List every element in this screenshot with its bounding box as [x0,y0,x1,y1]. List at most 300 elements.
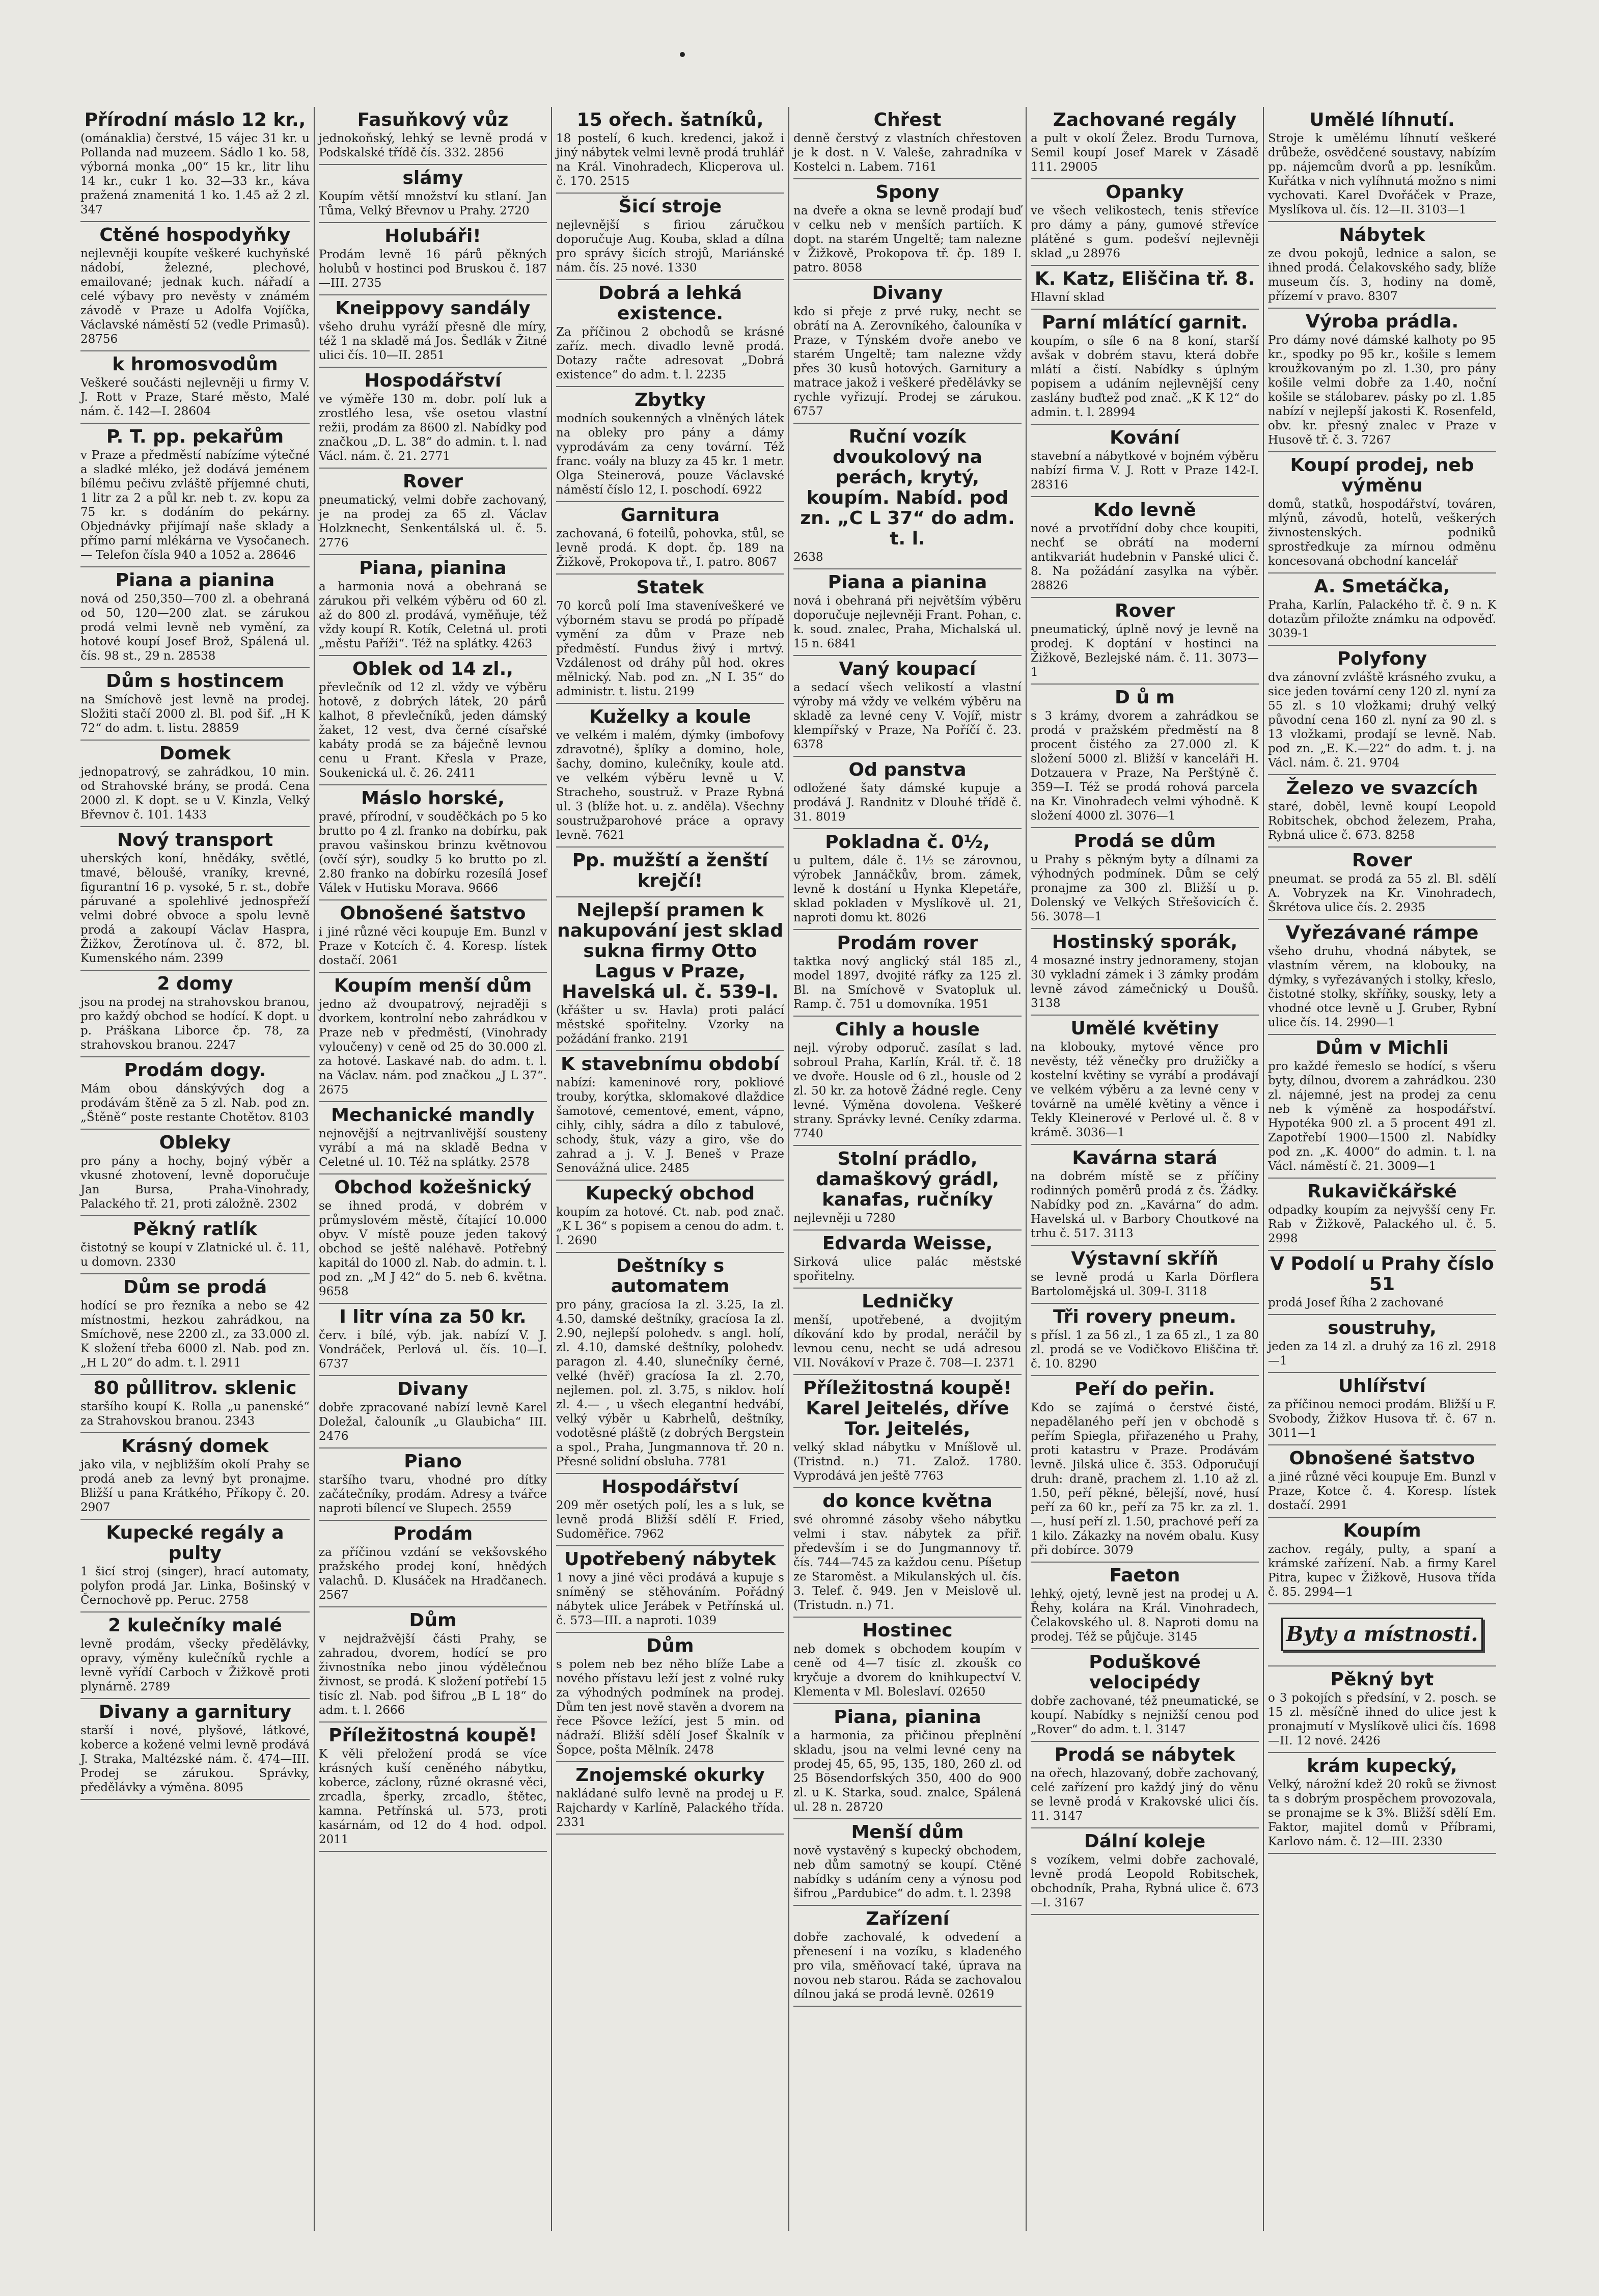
ad-body: v Praze a předměstí nabízíme výtečné a sladké mléko, jež dodává jeménem bílému pečivu zvláště příjemné chuti, 1 litr za 2 a půl kr. neb t. zv. kopu za 75 kr. s dodáním do pekárny. Objednávky přijímají naše sklady a přímo parní mlékárna ve Vysočanech. — Telefon čísla 940 a 1052 a. 28646 [80,449,310,562]
classified-ad [556,1633,784,1762]
classified-ad [1031,497,1259,598]
ad-body: modních soukenných a vlněných látek na obleky pro pány a dámy vyprodávám za ceny tovární. Též franc. voály na bluzy za 45 kr. 1 metr. Olga Steinerová, pouze Václavské náměstí číslo 12, I. poschodí. 6922 [556,412,784,497]
ad-title: Pokladna č. 0½, [825,832,990,853]
classified-ad [1268,309,1496,452]
ad-body: u pultem, dále č. 1½ se zárovnou, výrobek Jannáčkův, brom. zámek, levně k dostání u Hynka Klepetáře, sklad pokladen v Myslíkově ul. 21, naproti domu kt. 8026 [793,854,1022,924]
ad-title: Hostinský sporák, [1052,932,1238,952]
classified-ad [556,107,784,194]
classified-ad [793,1146,1022,1231]
classified-ad [556,1253,784,1474]
column-2 [314,107,551,2231]
ad-title: Tři rovery pneum. [1053,1306,1236,1327]
ad-body: dva zánovní zvláště krásného zvuku, a sice jeden tovární ceny 120 zl. nyní za 55 zl. s 10 vložkami; druhý velký původní cena 160 zl. nyní za 90 zl. s 13 vložkami, prodají se levně. Nab. pod zn. „E. K.—22“ do adm. t. j. na Václ. nám. č. 21. 9704 [1268,671,1496,770]
ad-body: Mám obou dánskývých dog a prodávám štěně za 5 zl. Nab. pod zn. „Štěně“ poste restante Chotětov. 8103 [80,1082,310,1124]
ad-title: Prodá se dům [1073,831,1216,852]
ad-body: s vozíkem, velmi dobře zachovalé, levně prodá Leopold Robitschek, obchodník, Praha, Rybná ulice č. 673—I. 3167 [1031,1853,1259,1909]
ad-body: neb domek s obchodem koupím v ceně od 4—7 tisíc zl. zkoušk co kryčuje a dvorem do knihkupectví V. Klementa v Ml. Boleslaví. 02650 [793,1643,1022,1699]
ad-title: Krásný domek [121,1436,269,1457]
classified-ad [1031,1828,1259,1915]
classified-ad [80,222,310,351]
ad-title: k hromosvodům [112,354,278,375]
ad-body: Za příčinou 2 obchodů se krásné zaříz. mech. divadlo levně prodá. Dotazy račte adresovat „Dobrá existence“ do adm. t. l. 2235 [556,325,784,381]
ad-body: ze dvou pokojů, lednice a salon, se ihned prodá. Čelakovského sady, blíže museum čís. 3, hodiny na domě, přízemí v pravo. 8307 [1268,247,1496,303]
ad-body: dobře zpracované nabízí levně Karel Doležal, čalouník „u Glaubicha“ III. 2476 [319,1401,547,1443]
ad-title: krám kupecký, [1307,1756,1457,1776]
ad-body: jedno až dvoupatrový, nejraději s dvorkem, kontrolní nebo zahrádkou v Praze neb v předměstí, (Vinohrady vyloučeny) v ceně od 25 do 30.000 zl. za hotové. Laskavé nab. do adm. t. l. na Václav. nám. pod značkou „J L 37“. 2675 [319,998,547,1097]
ad-title: Statek [636,577,704,598]
ad-title: Nový transport [117,830,273,851]
classified-ad [1031,266,1259,310]
classified-ad [1031,685,1259,828]
ad-title: Spony [875,182,940,203]
ad-title: Od panstva [848,759,967,780]
classified-ad [1268,573,1496,646]
ad-title: do konce května [822,1491,993,1512]
ad-title: Faeton [1109,1565,1180,1586]
classified-ad [319,295,547,368]
ad-body: 4 mosazné instry jednorameny, stojan 30 vykladní zámek i 3 zámky prodám levně závod zámečnický u Doušů. 3138 [1031,954,1259,1010]
classified-ad [80,351,310,424]
ad-title: Opanky [1106,182,1184,203]
classified-ad [80,1274,310,1375]
ad-title: Divany [872,283,943,304]
classified-ad [1031,1742,1259,1828]
ad-body: pro pány, gracíosa Ia zl. 3.25, Ia zl. 4.50, damské deštníky, gracíosa Ia zl. 2.90, nejlepší polohedv. s angl. holí, zl. 4.10, damské deštníky, polohedv. paragon zl. 4.40, slunečníky černé, velké (hvěř) gracíosa Ia zl. 2.70, nejlemen. pol. zl. 3.75, s niklov. holí zl. 4.— , u všech elegantní hedvábí, velký výběr u Kabrhelů, deštníky, vodotěsné pláště (z dobrých Bergstein a spol., Praha, Jungmannova tř. 20 n. Přesné solidní obsluha. 7781 [556,1298,784,1468]
classified-ad [1031,1145,1259,1246]
ad-body: K věli přeložení prodá se více krásných kuší ceněného nábytku, koberce, záclony, různé okrasné věci, zrcadla, šperky, zrcadlo, štětec, kamna. Petřínská ul. 573, proti kasárnám, od 12 do 4 hod. odpol. 2011 [319,1747,547,1846]
ad-title: A. Smetáčka, [1314,576,1450,597]
ad-title: Kupecké regály a pulty [106,1522,284,1564]
classified-ad [319,165,547,223]
classified-ad [556,502,784,575]
ad-body: s 3 krámy, dvorem a zahrádkou se prodá v pražském předměstí na 8 procent čistého za 27.000 zl. K složení 5000 zl. Bližší v kanceláři H. Dotzauera v Praze, Na Perštýně č. 359—I. Též se prodá rohová parcela na Kr. Vinohradech velmi výhodně. K složení 4000 zl. 3076—1 [1031,709,1259,823]
ad-title: soustruhy, [1328,1318,1437,1338]
classified-ad [793,930,1022,1017]
ad-title: Pěkný ratlík [132,1219,258,1240]
ad-title: Dobrá a lehká existence. [598,283,742,324]
ad-body: (ománaklia) čerstvé, 15 vájec 31 kr. u Pollanda nad muzeem. Sádlo 1 ko. 58, výborná monka „00“ 15 kr., litr lihu 14 kr., cukr 1 ko. 32—33 kr., káva pražená znamenitá 1 ko. 1.45 až 2 zl. 347 [80,132,310,216]
classified-ad [556,1762,784,1835]
ad-body: prodá Josef Říha 2 zachované [1268,1296,1444,1309]
ad-title: Ctěné hospodyňky [99,225,291,245]
classified-ad [1268,107,1496,222]
ad-body: a sedací všech velikostí a vlastní výroby má vždy ve velkém výběru na skladě za levné ceny V. Vojíř, mistr klempířský v Praze, Na Poříčí č. 23. 6378 [793,681,1022,751]
classified-ad [319,1376,547,1448]
ad-title: Umělé květiny [1070,1018,1219,1039]
ad-title: D ů m [1114,687,1175,708]
classified-ad [1268,848,1496,920]
classified-ad [1268,775,1496,848]
ad-body: 1 novy a jiné věci prodává a kupuje s sníměný se stěhováním. Pořádný nábytek ulice Jerábek v Petřínská ul. č. 573—III. a naproti. 1039 [556,1571,784,1627]
ad-title: Vyřezávané rámpe [1285,922,1479,943]
classified-ad [793,829,1022,930]
classified-ad [793,1017,1022,1146]
ad-body: jednopatrový, se zahrádkou, 10 min. od Strahovské brány, se prodá. Cena 2000 zl. K dopt. se u V. Kinzla, Velký Břevnov č. 101. 1433 [80,766,310,822]
ad-body: své ohromné zásoby všeho nábytku velmi i stav. nábytek za přiř. především i se do Jungmannovy tř. čís. 744—745 za každou cenu. Píšetup ze Staroměst. a Mikulanských ul. čís. 3. Telef. č. 949. Jen v Meislově ul. (Tristudn. n.) 71. [793,1513,1022,1612]
ad-title: Znojemské okurky [575,1765,765,1786]
ad-title: V Podolí u Prahy číslo 51 [1270,1253,1494,1295]
ad-title: Dům v Michli [1315,1037,1449,1058]
classified-ad [80,1699,310,1800]
ad-title: Uhlířství [1338,1376,1426,1397]
classified-ad [80,827,310,971]
ad-title: Pěkný byt [1330,1669,1434,1690]
ad-title: Kuželky a koule [589,706,751,727]
ad-body: denně čerstvý z vlastních chřestoven je k dost. n V. Valeše, zahradníka v Kostelci n. Labem. 7161 [793,132,1022,174]
classified-ad [1268,1035,1496,1179]
ad-body: Koupím větší množství ku stlaní. Jan Tůma, Velký Břevnov u Prahy. 2720 [319,190,547,217]
ad-title: Obnošené šatstvo [340,903,526,924]
classified-ad [319,1521,547,1607]
ad-body: Velký, nárožní kdež 20 roků se živnost ta s dobrým prospěchem provozovala, se pronajme se k 3%. Bližší sdělí Em. Faktor, majitel domů v Příbrami, Karlovo nám. č. 12—III. 2330 [1268,1778,1496,1848]
classified-ad [80,1612,310,1699]
classified-ad [1268,1251,1496,1315]
ad-body: nejlevnější s firiou záručkou doporučuje Aug. Kouba, sklad a dílna pro správy šicích strojů, Mariánské nám. čís. 25 nové. 1330 [556,218,784,275]
ad-title: Prodám rover [837,933,978,953]
ad-body: Prodám levně 16 párů pěkných holubů v hostinci pod Bruskou č. 187—III. 2735 [319,248,547,290]
ad-body: jednokoňský, lehký se levně prodá v Podskalské třídě čís. 332. 2856 [319,132,547,159]
ad-title: Divany [397,1379,468,1400]
ad-title: Výstavní skříň [1071,1248,1219,1269]
ad-title: K stavebnímu období [561,1054,780,1075]
ad-body: se levně prodá u Karla Dörflera Bartolomějská ul. 309-I. 3118 [1031,1271,1259,1298]
classified-ad [1031,107,1259,179]
ad-title: Chřest [873,110,942,130]
classified-ad [793,1704,1022,1819]
ad-body: s polem neb bez něho blíže Labe a nového přístavu leží jest z volné ruky za výhodných podmínek na prodej. Dům ten jest nově stavěn a dvorem na řece Pšovce ležící, jest 5 min. od nádraží. Bližší sdělí Josef Škalník v Šopce, pošta Mělník. 2478 [556,1658,784,1757]
classified-ad [80,1375,310,1433]
classified-ad [1268,452,1496,573]
classified-ad [80,1520,310,1612]
classified-ad [80,107,310,222]
ad-title: Příležitostná koupě! Karel Jeitelés, dříve Tor. Jeitelés, [803,1378,1012,1439]
classified-ad [319,1448,547,1521]
ad-title: Zachované regály [1053,110,1237,130]
ad-body: ve výměře 130 m. dobr. polí luk a zrostlého lesa, vše osetou vlastní režii, prodám za 8600 zl. Nabídky pod značkou „D. L. 38“ do admin. t. l. nad Václ. nám. č. 21. 2771 [319,393,547,463]
ad-body: nová i obehraná při největším výběru doporučuje nejlevněji Frant. Pohan, c. k. soud. znalec, Praha, Michalská ul. 15 n. 6841 [793,594,1022,650]
classified-ad [556,848,784,897]
ad-body: nejnovější a nejtrvanlivější sousteny vyrábí a má na skladě Bedna v Celetné ul. 10. Též na splátky. 2578 [319,1127,547,1169]
classified-ad [1268,646,1496,775]
ad-body: staré, doběl, levně koupí Leopold Robitschek, obchod železem, Praha, Rybná ulice č. 673. 8258 [1268,800,1496,842]
ad-title: Vaný koupací [839,659,976,679]
ad-title: Deštníky s automatem [611,1255,730,1297]
ad-body: jsou na prodej na strahovskou branou, pro každý obchod se hodící. K dopt. u p. Práškana Liborce čp. 78, za strahovskou branou. 2247 [80,996,310,1052]
column-6 [1263,107,1500,2231]
classified-ad [319,1304,547,1376]
ad-body: 1 šicí stroj (singer), hrací automaty, polyfon prodá Jar. Linka, Bošinský v Černochově pp. Peruc. 2758 [80,1565,310,1607]
ad-title: Hospodářství [601,1477,739,1497]
ad-title: Dům [646,1635,694,1656]
ad-title: Piana a pianina [115,570,275,591]
ad-body: jako vila, v nejbližším okolí Prahy se prodá aneb za levný byt pronajme. Bližší u pana Krátkého, Příkopy č. 20. 2907 [80,1458,310,1514]
ad-title: Edvarda Weisse, [822,1233,993,1254]
ad-body: hodící se pro řezníka a nebo se 42 místnostmi, hezkou zahrádkou, na Smíchově, nese 2200 zl., za 33.000 zl. K složení třeba 6000 zl. Nab. pod zn. „H L 20“ do adm. t. l. 2911 [80,1299,310,1370]
ad-title: Koupím [1343,1520,1421,1541]
classified-ad [793,179,1022,280]
classified-ad [1268,1445,1496,1518]
classified-ad [1031,1304,1259,1376]
ad-body: a harmonia, za přičinou přeplnění skladu, jsou na velmi levné ceny na prodej 45, 65, 95, 135, 180, 260 zl. od 25 Bösendorfských 350, 400 do 900 zl. u K. Starka, soud. znalce, Spálená ul. 28 n. 28720 [793,1729,1022,1814]
classified-ad [556,575,784,704]
ad-title: Rover [402,471,463,492]
classified-ad [793,656,1022,757]
classified-ad [1268,222,1496,309]
ad-title: Přírodní máslo 12 kr., [84,110,306,130]
ad-body: pravé, přírodní, v souděčkách po 5 ko brutto po 4 zl. franko na dobírku, pak pravou vašinskou brinzu květnovou (ovčí sýr), soudky 5 ko brutto po zl. 2.80 franko na dobírku rozesílá Josef Válek v Hutisku Morava. 9666 [319,810,547,895]
ad-title: 15 ořech. šatníků, [576,110,764,130]
column-5 [1026,107,1263,2231]
classified-ad [556,194,784,280]
ad-title: Prodám dogy. [124,1060,266,1081]
ad-title: Ledničky [862,1291,953,1312]
ad-body: a pult v okolí Želez. Brodu Turnova, Semil koupí Josef Marek v Zásadě 111. 29005 [1031,132,1259,174]
classified-ad [80,567,310,668]
classified-ad [1268,1604,1496,1666]
ad-body: pro pány a hochy, bojný výběr a vkusné zhotovení, levně doporučuje Jan Bursa, Praha-Vinohrady, Palackého tř. 21, proti záložně. 2302 [80,1155,310,1211]
ad-body: nejlevněji u 7280 [793,1212,896,1225]
ad-body: nová od 250,350—700 zl. a obehraná od 50, 120—200 zlat. se zárukou prodá velmi levně neb vymění, za hotové koupí Josef Brož, Spálená ul. čís. 98 st., 29 n. 28538 [80,592,310,663]
classified-ad [80,1130,310,1216]
column-3 [551,107,788,2231]
classified-ad [319,785,547,900]
ad-body: 209 měr osetých polí, les a s luk, se levně prodá Bližší sdělí F. Fried, Sudoměřice. 7962 [556,1499,784,1541]
ad-title: Dům se prodá [123,1277,267,1298]
ad-title: Výroba prádla. [1305,311,1459,332]
classified-ad [1031,1376,1259,1563]
ad-title: Mechanické mandly [331,1105,535,1126]
ad-body: nové a prvotřídní doby chce koupiti, nechť se obrátí na moderní antikvariát hudebnin v Panské ulici č. 8. Na požádání zasylka na výběr. 28826 [1031,522,1259,592]
ad-title: Fasuňkový vůz [357,110,509,130]
classified-ad [1268,1179,1496,1251]
ad-title: Upotřebený nábytek [564,1549,776,1570]
ad-title: K. Katz, Eliščina tř. 8. [1034,268,1255,289]
classified-ad [556,897,784,1051]
ad-body: za příčinou vzdání se vekšovského pražského prodej koní, hnědých valachů. D. Klusáček na Hradčanech. 2567 [319,1546,547,1602]
classified-ad [80,668,310,741]
ad-body: na Smíchově jest levně na prodej. Složiti stačí 2000 zl. Bl. pod šif. „H K 72“ do adm. t. listu. 28859 [80,693,310,735]
ad-title: Hospodářství [364,370,502,391]
ad-body: (křášter u sv. Havla) proti palácí městské spořitelny. Vzorky na požádání franko. 2191 [556,1004,784,1046]
classified-ad [1031,828,1259,929]
ad-body: červ. i bílé, výb. jak. nabízí V. J. Vondráček, Perlová ul. čís. 10—I. 6737 [319,1329,547,1371]
classified-ad [556,1051,784,1181]
ad-title: Rover [1114,600,1175,621]
classified-ad [793,757,1022,829]
ad-body: se ihned prodá, v dobrém v průmyslovém městě, čítající 10.000 obyv. V místě pouze jeden takový obchod se ještě naléhavě. Potřebný kapitál do 1000 zl. Nab. do admin. t. l. pod zn. „M J 42“ do 5. neb 6. května. 9658 [319,1199,547,1298]
classified-ad [1031,1246,1259,1304]
print-dot [680,52,685,57]
ad-body: Stroje k umělému líhnutí veškeré drůbeže, osvědčené soustavy, nabízím pp. nájemcům dvorů a pp. lesníkům. Kuřátka v nich vylíhnutá možno s nimi vychovati. Karel Dvořáček v Praze, Myslíkova ul. čís. 12—II. 3103—1 [1268,132,1496,216]
classified-ad [319,469,547,555]
classified-ad [80,971,310,1057]
ad-body: na ořech, hlazovaný, dobře zachovaný, celé zařízení pro každý jiný do věnu se levně prodá v Krakovské ulici čís. 11. 3147 [1031,1767,1259,1823]
ad-body: pneumatický, úplně nový je levně na prodej. K doptání v hostinci na Žižkově, Bezlejské nám. č. 11. 3073—1 [1031,623,1259,679]
ad-title: P. T. pp. pekařům [106,426,284,447]
ad-title: Domek [159,743,231,764]
ad-title: Parní mlátící garnit. [1041,312,1248,333]
ad-title: Polyfony [1337,648,1427,669]
ad-title: Oblek od 14 zl., [352,659,513,679]
ad-body: kdo si přeje z prvé ruky, necht se obrátí na A. Zerovníkého, čalouníka v Praze, v Týnském dvoře anebo ve starém Ungeltě; tam nalezne vždy přes 30 kusů hotových. Garnitury a matrace jakož i veškeré předělávky se rychle vyřizují. Prodej se zárukou. 6757 [793,305,1022,418]
ad-title: Rukavičkářské [1307,1181,1457,1202]
ad-title: Obleky [159,1132,231,1153]
ad-title: Železo ve svazcích [1286,778,1478,799]
ad-title: Stolní prádlo, damaškový grádl, kanafas, ručníky [815,1149,1000,1210]
ad-title: Divany a garnitury [98,1702,292,1723]
classified-ad [1031,310,1259,425]
ad-body: ve všech velikostech, tenis střevíce pro dámy a pány, gumové střevíce plátěné s gum. podešví nejlevněji sklad „u 28976 [1031,204,1259,260]
ad-body: pneumatický, velmi dobře zachovaný, je na prodej za 65 zl. Václav Holzknecht, Senkentálská ul. č. 5. 2776 [319,494,547,550]
ad-body: Veškeré součásti nejlevněji u firmy V. J. Rott v Praze, Staré město, Malé nám. č. 142—I. 28604 [80,376,310,418]
ad-body: levně prodám, všecky předělávky, opravy, výměny kulečníků rychle a levně vyřídí Carboch v Žižkově proti plynárně. 2789 [80,1637,310,1693]
column-1 [76,107,314,2231]
classified-ad [793,1375,1022,1488]
ad-title: Máslo horské, [361,788,505,809]
ad-body: za příčinou nemoci prodám. Bližší u F. Svobody, Žižkov Husova tř. č. 67 n. 3011—1 [1268,1398,1496,1440]
classified-ad [793,1819,1022,1906]
ad-body: nabízí: kameninové rory, pokliové trouby, korýtka, sklomakové dlaždice šamotové, cementové, ement, vápno, cihly, cihly, sádra a dílo z tabulové, schody, štuk, vázy a giro, vše do zahrad a j. V. J. Beneš v Praze Senovážná ulice. 2485 [556,1076,784,1175]
ad-title: Dům [409,1610,457,1631]
classified-ad [1268,1373,1496,1445]
ad-body: nově vystavěný s kupecký obchodem, neb dům samotný se koupí. Ctěné nabídky s udáním ceny a výnosu pod šifrou „Pardubice“ do adm. t. l. 2398 [793,1844,1022,1900]
ad-title: Nábytek [1339,225,1425,245]
ad-title: Poduškové velocipédy [1089,1652,1201,1693]
classified-ad [1268,1518,1496,1604]
classified-ad [1268,1315,1496,1373]
ad-body: lehký, ojetý, levně jest na prodej u A. Řehy, kolára na Král. Vinohradech, Čelakovského ul. 8. Naproti domu na prodej. Též se půjčuje. 3145 [1031,1588,1259,1644]
ad-title: Dům s hostincem [106,671,284,692]
classified-ad [556,280,784,387]
ad-body: domů, statků, hospodářství, továren, mlýnů, závodů, hotelů, veškerých živnostenských. podniků sprostředkuje za mírnou odměnu koncesovaná obchodní kancelář [1268,498,1496,568]
classified-ad [319,223,547,295]
ad-title: Umělé líhnutí. [1309,110,1455,130]
ad-body: čistotný se koupí v Zlatnické ul. č. 11, u domovn. 2330 [80,1241,310,1269]
column-4 [788,107,1026,2231]
ad-body: převlečník od 12 zl. vždy ve výběru hotově, z dobrých látek, 20 párů kalhot, 8 převlečníků, jeden dámský žaket, 12 vest, dva černé císařské kabáty prodá se za báječně levnou cenu u Frant. Křesla v Praze, Soukenická ul. č. 26. 2411 [319,681,547,780]
classified-ad [80,424,310,567]
ad-title: Obnošené šatstvo [1289,1448,1475,1469]
ad-title: Garnitura [620,505,720,526]
ad-body: a harmonia nová a obehraná se zárukou při velkém výběru od 60 zl. až do 800 zl. prodává, vyměňuje, též vždy koupí R. Kotík, Celetná ul. proti „městu Paříži“. Též na splátky. 4263 [319,580,547,650]
ad-title: Piana a pianina [828,572,987,593]
ad-body: koupím, o síle 6 na 8 koní, starší avšak v dobrém stavu, která dobře mlátí a čistí. Nabídky s úplným popisem a udáním nejlevnější ceny zaslány buďtež pod znač. „K K 12“ do admin. t. l. 28994 [1031,335,1259,419]
classified-ad [793,1618,1022,1704]
ad-body: jeden za 14 zl. a druhý za 16 zl. 2918—1 [1268,1340,1496,1368]
ad-title: I litr vína za 50 kr. [339,1306,527,1327]
ad-body: staršího tvaru, vhodné pro dítky začátečníky, prodám. Adresy a tvářce naproti bílencí ve Slupech. 2559 [319,1473,547,1515]
ad-body: taktka nový anglický stál 185 zl., model 1897, dvojité ráfky za 125 zl. Bl. na Smíchově v Svatopluk ul. Ramp. č. 751 u domovníka. 1951 [793,955,1022,1011]
ad-title: Kupecký obchod [585,1183,755,1204]
classified-ad [80,1216,310,1274]
classified-ad [1031,425,1259,497]
ad-title: Hostinec [862,1620,953,1641]
ad-body: dobře zachované, též pneumatické, se koupí. Nabídky s nejnižší cenou pod „Rover“ do adm. t. l. 3147 [1031,1694,1259,1736]
ad-title: Cihly a housle [835,1019,980,1040]
classified-ad [319,555,547,656]
ad-body: s přísl. 1 za 56 zl., 1 za 65 zl., 1 za 80 zl. prodá se ve Vodičkovo Eliščina tř. č. 10. 8290 [1031,1329,1259,1371]
ad-title: Zařízení [866,1908,949,1929]
ad-title: Menší dům [851,1822,964,1843]
ad-body: o 3 pokojích s předsíní, v 2. posch. se 15 zl. měsíčně ihned do ulice jest k pronajmutí v Myslíkově ulici čís. 1698—II. 12 nové. 2426 [1268,1691,1496,1747]
classified-ad [1031,179,1259,266]
ad-body: pro každé řemeslo se hodící, s všeru byty, dílnou, dvorem a zahrádkou. 230 zl. nájemné, jest na prodej za cenu neb k výměně za hospodářství. Hypotéka 900 zl. a 5 procent 491 zl. Zapotřebí 1900—1500 zl. Nabídky pod zn. „K. 4000“ do admin. t. l. na Václ. náměstí č. 21. 3009—1 [1268,1060,1496,1173]
classified-ad [793,569,1022,656]
ad-body: dobře zachovalé, k odvedení a přenesení i na vozíku, s kladeného pro vila, směňovací také, úprava na novou neb starou. Ráda se zachovalou dílnou jaká se prodá levně. 02619 [793,1931,1022,2001]
classified-ad [556,704,784,848]
ad-body: v nejdražvější části Prahy, se zahradou, dvorem, hodící se pro živnostníka nebo jinou výdělečnou živnost, se prodá. K složení potřebí 15 tisíc zl. Nab. pod šifrou „B L 18“ do adm. t. l. 2666 [319,1632,547,1717]
classified-ad [1031,598,1259,685]
classified-ad [1031,929,1259,1016]
classified-ad [1031,1649,1259,1742]
classified-ad [319,656,547,785]
classified-ad [793,424,1022,569]
ad-title: Holubáři! [384,226,481,247]
ad-body: nakládané sulfo levně na prodej u F. Rajchardy v Karlíně, Palackého třída. 2331 [556,1787,784,1829]
ad-body: všeho druhu, vhodná nábytek, se vlastním věrem, na klobouky, na dýmky, s vyřezávaných i stolky, křeslo, čistotné stolky, skříňky, sousky, lety a vhodné otce levně u J. Gruber, Rybní ulice čís. 14. 2990—1 [1268,945,1496,1029]
section-heading: Byty a místnosti. [1281,1618,1483,1651]
classified-ad [319,368,547,469]
ad-title: Příležitostná koupě! [328,1725,537,1746]
ad-body: pneumat. se prodá za 55 zl. Bl. sdělí A. Vobryzek na Kr. Vinohradech, Škrétova ulice čís. 2. 2935 [1268,872,1496,914]
ad-title: Kavárna stará [1072,1147,1218,1168]
ad-body: ve velkém i malém, dýmky (imbofovy zdravotné), šplíky a domino, hole, šachy, domino, kulečníky, koule atd. ve velkém výběru levně u V. Stracheho, soustruž. v Praze Rybná ul. 3 (blíže hot. u. z. anděla). Všechny soustružparohové práce a opravy levně. 7621 [556,729,784,842]
ad-title: Prodám [393,1523,473,1544]
ad-body: Pro dámy nové dámské kalhoty po 95 kr., spodky po 95 kr., košile s lemem kroužkovaným po zl. 1.30, pro pány košile velmi dobře za 1.40, noční košile se stálobarev. pásky po zl. 1.85 nabízí v nejlepší jakosti K. Rosenfeld, obv. kr. přesný znalec v Praze v Husově tř. č. 3. 7267 [1268,334,1496,447]
classified-ad [556,1546,784,1633]
classified-ad [1268,920,1496,1035]
classified-ad [793,1488,1022,1618]
ad-title: 80 půllitrov. sklenic [93,1378,297,1399]
ad-title: Kování [1110,427,1180,448]
ad-body: nejlevněji koupíte veškeré kuchyňské nádobí, železné, plechové, emailované; jednak kuch. nářadí a celé výbavy pro nevěsty v známém závodě v Praze u Adolfa Vojíčka, Václavské náměstí 52 (vedle Primasů). 28756 [80,247,310,346]
classified-ad [80,741,310,827]
ad-body: i jiné různé věci koupuje Em. Bunzl v Praze v Kotcích č. 4. Koresp. lístek dostačí. 2061 [319,925,547,967]
classified-ad [1268,1666,1496,1753]
classified-ad [793,1289,1022,1375]
ad-title: 2 domy [157,973,233,994]
ad-body: 70 korců polí Ima staveníveškeré ve výborném stavu se prodá po případě vymění za dům v Praze neb předměstí. Fundus živý i mrtvý. Vzdálenost od dráhy půl hod. okres mělnický. Nab. pod zn. „N I. 35“ do administr. t. listu. 2199 [556,599,784,698]
classified-ad [1031,1563,1259,1649]
ad-body: koupím za hotové. Ct. nab. pod znač. „K L 36“ s popisem a cenou do adm. t. l. 2690 [556,1206,784,1247]
ad-title: Pp. mužští a ženští krejčí! [572,850,768,891]
ad-title: Šicí stroje [618,196,722,217]
ad-body: odložené šaty dámské kupuje a prodává J. Randnitz v Dlouhé třídě č. 31. 8019 [793,782,1022,824]
ad-title: Rover [1352,850,1413,871]
ad-body: staršího koupí K. Rolla „u panenské“ za Strahovskou branou. 2343 [80,1400,310,1428]
ad-body: Hlavní sklad [1031,291,1105,304]
ad-body: u Prahy s pěkným byty a dílnami za výhodných podmínek. Dům se celý pronajme za 300 zl. Bližší u p. Dolenský ve Velkých Střešovicích č. 56. 3078—1 [1031,853,1259,923]
classified-ad [556,1181,784,1253]
ad-body: na dobrém místě se z příčiny rodinných poměrů prodá z čs. Žádky. Nabídky pod zn. „Kavárna“ do adm. Havelská ul. v Barbory Choutkové na trhu č. 517. 3113 [1031,1170,1259,1240]
classified-ad [793,1231,1022,1289]
ad-title: Piana, pianina [834,1707,981,1728]
ad-title: Kdo levně [1093,500,1196,521]
ad-title: Nejlepší pramen k nakupování jest sklad sukna firmy Otto Lagus v Praze, Havelská ul. č. 539-I. [557,900,783,1002]
ad-title: Dální koleje [1084,1831,1206,1852]
ad-body: a jiné různé věci koupuje Em. Bunzl v Praze, Kotce č. 4. Koresp. lístek dostačí. 2991 [1268,1470,1496,1512]
ad-title: Peří do peřin. [1074,1379,1216,1400]
classified-ad [319,973,547,1102]
ad-title: Zbytky [635,390,706,411]
ad-title: Obchod kožešnický [334,1177,532,1198]
classified-ad [1031,1016,1259,1145]
ad-body: uherských koní, hnědáky, světlé, tmavé, běloušé, vraníky, krevné, figurantní 16 p. vysoké, 5 r. st., dobře páruvané a spolehlivé jednospřeží velmi dobré obvoce a spolu levně prodá a zakoupí Václav Haspra, Žižkov, Žerotínova ul. č. 872, bl. Kumenského nám. 2399 [80,852,310,965]
classified-ad [319,1102,547,1174]
ad-title: Koupí prodej, neb výměnu [1290,455,1474,496]
ad-title: Piano [404,1451,462,1472]
ad-body: zachovaná, 6 foteilů, pohovka, stůl, se levně prodá. K dopt. čp. 189 na Žižkově, Prokopova tř., I. patro. 8067 [556,527,784,569]
